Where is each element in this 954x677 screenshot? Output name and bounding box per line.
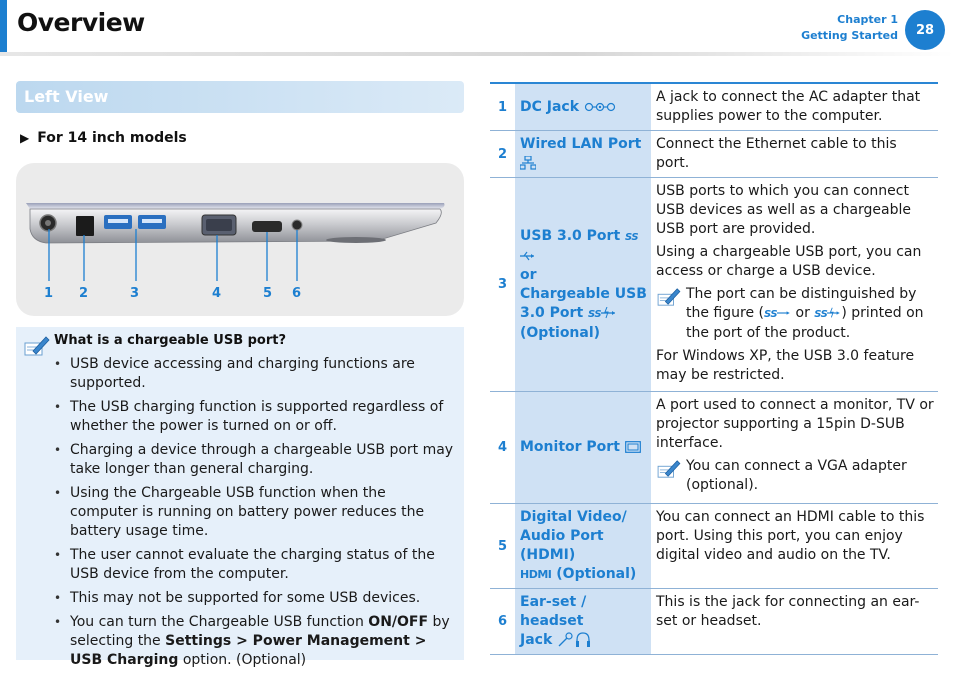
hdmi-logo-icon: HDMI [520, 568, 552, 581]
note-bold-path: Settings > Power Management > USB Charging [70, 633, 427, 668]
port-name [515, 178, 651, 392]
chapter-label [801, 12, 898, 44]
section-heading [16, 81, 464, 113]
table-row [490, 131, 938, 178]
port-description: You can connect an HDMI cable to this port. Using this port, you can enjoy digital video and audio on the TV. [651, 504, 938, 589]
row-number: 5 [490, 504, 515, 589]
port-name [515, 504, 651, 589]
table-row [490, 504, 938, 589]
description-paragraph: Using a chargeable USB port, you can access or charge a USB device. [656, 244, 922, 279]
port-description: A jack to connect the AC adapter that supplies power to the computer. [651, 83, 938, 131]
callout-4: 4 [212, 286, 222, 301]
port-name [515, 131, 651, 178]
note-item: • Charging a device through a chargeable USB port may take longer than general charging. [54, 441, 456, 479]
port-name-text: (Optional) [520, 324, 601, 341]
table-row [490, 83, 938, 131]
port-name [515, 83, 651, 131]
usb-superspeed-icon: SS [625, 231, 639, 243]
port-name-text: Monitor Port [520, 439, 620, 455]
port-name-text: Digital Video/ [520, 509, 627, 525]
row-number: 3 [490, 178, 515, 392]
usb-superspeed-icon: SS [588, 308, 602, 320]
port-name-text: 3.0 Port [520, 304, 584, 321]
chapter-number: Chapter 1 [837, 13, 898, 26]
headset-mic-icon [557, 632, 591, 648]
table-row [490, 392, 938, 504]
note-title: What is a chargeable USB port? [54, 333, 287, 348]
header-divider [0, 52, 954, 56]
usb-charge-icon [827, 307, 841, 319]
page-number-badge: 28 [905, 10, 945, 50]
triangle-bullet-icon: ▶ [20, 131, 30, 145]
note-text: The port can be distinguished by the figure ( [686, 286, 917, 321]
port-name-text: Ear-set / headset [520, 594, 587, 629]
port-description [651, 178, 938, 392]
note-item: • Using the Chargeable USB function when the computer is running on battery power reduces the battery usage time. [54, 484, 456, 541]
note-text: by selecting the [70, 614, 450, 649]
callout-1: 1 [44, 286, 54, 301]
port-name-text: Chargeable USB [520, 285, 647, 302]
note-text: You can connect a VGA adapter (optional). [686, 458, 907, 493]
description-paragraph: For Windows XP, the USB 3.0 feature may be restricted. [656, 348, 915, 383]
usb-superspeed-icon: SS [814, 309, 828, 320]
port-name-text: (Optional) [556, 566, 637, 582]
port-name-text: Audio Port (HDMI) [520, 528, 604, 563]
description-paragraph: USB ports to which you can connect USB devices as well as a chargeable USB port are provided. [656, 183, 912, 237]
model-label [20, 130, 187, 146]
note-text: ) printed on the port of the product. [686, 305, 924, 341]
note-list [54, 355, 456, 675]
note-item: • The user cannot evaluate the charging status of the USB device from the computer. [54, 546, 456, 584]
note-text: option. (Optional) [178, 652, 307, 668]
chargeable-usb-note [16, 327, 464, 668]
usb-logo-note [656, 285, 934, 343]
port-name-text: DC Jack [520, 98, 580, 115]
port-name [515, 589, 651, 655]
port-name-text: or [520, 266, 537, 283]
note-item: • This may not be supported for some USB devices. [54, 589, 456, 608]
usb-superspeed-icon: SS [763, 309, 778, 320]
note-pencil-icon [657, 459, 681, 479]
chapter-name: Getting Started [801, 29, 898, 42]
note-item [54, 613, 456, 670]
port-name-text: Wired LAN Port [520, 136, 642, 152]
section-title: Left View [24, 87, 109, 106]
note-bold-text: ON/OFF [368, 614, 429, 630]
row-number: 2 [490, 131, 515, 178]
description-paragraph: A port used to connect a monitor, TV or projector supporting a 15pin D-SUB interface. [656, 397, 934, 451]
port-description: Connect the Ethernet cable to this port. [651, 131, 938, 178]
port-description [651, 392, 938, 504]
port-name-text: Jack [520, 632, 553, 648]
monitor-icon [625, 441, 641, 453]
port-name-text: USB 3.0 Port [520, 227, 621, 244]
dc-polarity-icon [584, 101, 616, 113]
port-description: This is the jack for connecting an ear-set or headset. [651, 589, 938, 655]
page-title: Overview [17, 8, 145, 37]
callout-6: 6 [292, 286, 302, 301]
table-row [490, 178, 938, 392]
callout-3: 3 [130, 286, 140, 301]
model-label-text: For 14 inch models [37, 130, 187, 146]
table-row [490, 589, 938, 655]
note-text: or [791, 305, 815, 321]
usb-trident-icon [520, 251, 536, 261]
callout-2: 2 [79, 286, 89, 301]
note-text: You can turn the Chargeable USB function [70, 614, 369, 630]
usb-trident-icon [777, 308, 791, 318]
header-accent-bar [0, 0, 7, 52]
lan-network-icon [520, 156, 536, 170]
note-item: • The USB charging function is supported regardless of whether the power is turned on or off. [54, 398, 456, 436]
vga-adapter-note [656, 457, 934, 495]
note-item: • USB device accessing and charging functions are supported. [54, 355, 456, 393]
port-name [515, 392, 651, 504]
port-table [490, 82, 938, 655]
laptop-left-side-image [16, 163, 464, 316]
row-number: 1 [490, 83, 515, 131]
usb-charge-icon [601, 307, 617, 319]
note-pencil-icon [657, 287, 681, 307]
note-pencil-icon [24, 335, 50, 357]
callout-5: 5 [263, 286, 273, 301]
row-number: 6 [490, 589, 515, 655]
row-number: 4 [490, 392, 515, 504]
